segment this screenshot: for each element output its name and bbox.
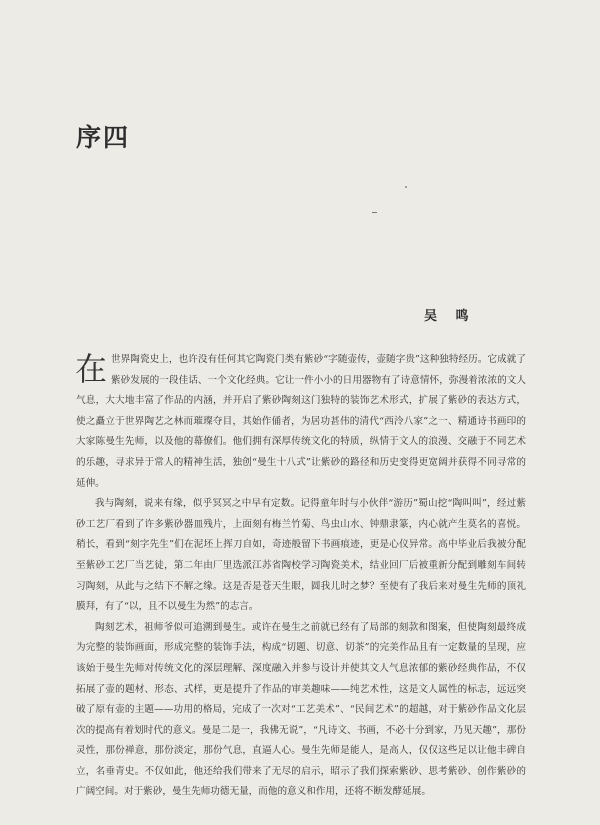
paragraph-3: 陶刻艺术，祖师爷似可追溯到曼生。或许在曼生之前就已经有了局部的刻款和图案，但使陶刻最终成为完整的装饰画面，形成完整的装饰手法，构成“切题、切意、切茶”的完美作品且有一定数量的呈现，应该始于曼生先师对传统文化的深层理解、深度融入并参与设计并使其文人气息浓郁的紫砂经典作品，不仅拓展了壶的题材、形态、式样，更是提升了作品的审美趣味——纯艺术性，这是文人属性的标志，远远突破了原有壶的主题——功用的格局，完成了一次对“工艺美术”、“民间艺术”的超越，对于紫砂作品文化层次的提高有着划时代的意义。曼是二是一，我佛无说”，“凡诗文、书画，不必十分到家，乃见天趣”，那份灵性，那份禅意，那份淡定，那份气息，直逼人心。曼生先师是能人，是高人，仅仅这些足以让他丰碑自立，名垂青史。不仅如此，他还给我们带来了无尽的启示，昭示了我们探索紫砂、思考紫砂、创作紫砂的广阔空间。对于紫砂，曼生先师功德无量，而他的意义和作用，还将不断发酵延展。 — [76, 621, 526, 798]
page-title: 序四 — [76, 123, 131, 152]
paragraph-1 — [76, 350, 526, 494]
essay-body — [76, 350, 526, 803]
scan-speck — [405, 186, 407, 188]
author-name: 吴 鸣 — [424, 309, 476, 324]
paragraph-2: 我与陶刻，说来有缘，似乎冥冥之中早有定数。记得童年时与小伙伴“游历”蜀山挖“陶叫叫”，经过紫砂工艺厂看到了许多紫砂器皿残片，上面刻有梅兰竹菊、鸟虫山水、钟鼎隶篆，内心就产生莫名的喜悦。稍长，看到“刻字先生”们在泥坯上挥刀自如，奇迹般留下书画痕迹，更是心仪异常。高中毕业后我被分配至紫砂工艺厂当艺徒，第二年由厂里选派江苏省陶校学习陶瓷美术，结业回厂后被重新分配到雕刻车间转习陶刻，从此与之结下不解之缘。这是否是苍天生眼，圆我儿时之梦？至使有了我后来对曼生先师的顶礼膜拜，有了“以，且不以曼生为然”的志言。 — [76, 498, 526, 613]
scan-speck — [372, 212, 377, 213]
paragraph-1-text: 世界陶瓷史上，也许没有任何其它陶瓷门类有紫砂“字随壶传，壶随字贵”这种独特经历。它成就了紫砂发展的一段佳话、一个文化经典。它让一件小小的日用器物有了诗意情怀，弥漫着浓浓的文人气息，大大地丰富了作品的内涵，并开启了紫砂陶刻这门独特的装饰艺术形式，扩展了紫砂的表达方式，使之矗立于世界陶艺之林而璀璨夺目，其始作俑者，为居功甚伟的清代“西泠八家”之一、精通诗书画印的大家陈曼生先师，以及他的幕僚们。他们拥有深厚传统文化的特质，纵情于文人的浪漫、交融于不同艺术的乐趣，寻求异于常人的精神生活，独创“曼生十八式”让紫砂的路径和历史变得更宽阔并获得不同寻常的延伸。 — [76, 354, 526, 489]
drop-cap: 在 — [75, 350, 108, 388]
